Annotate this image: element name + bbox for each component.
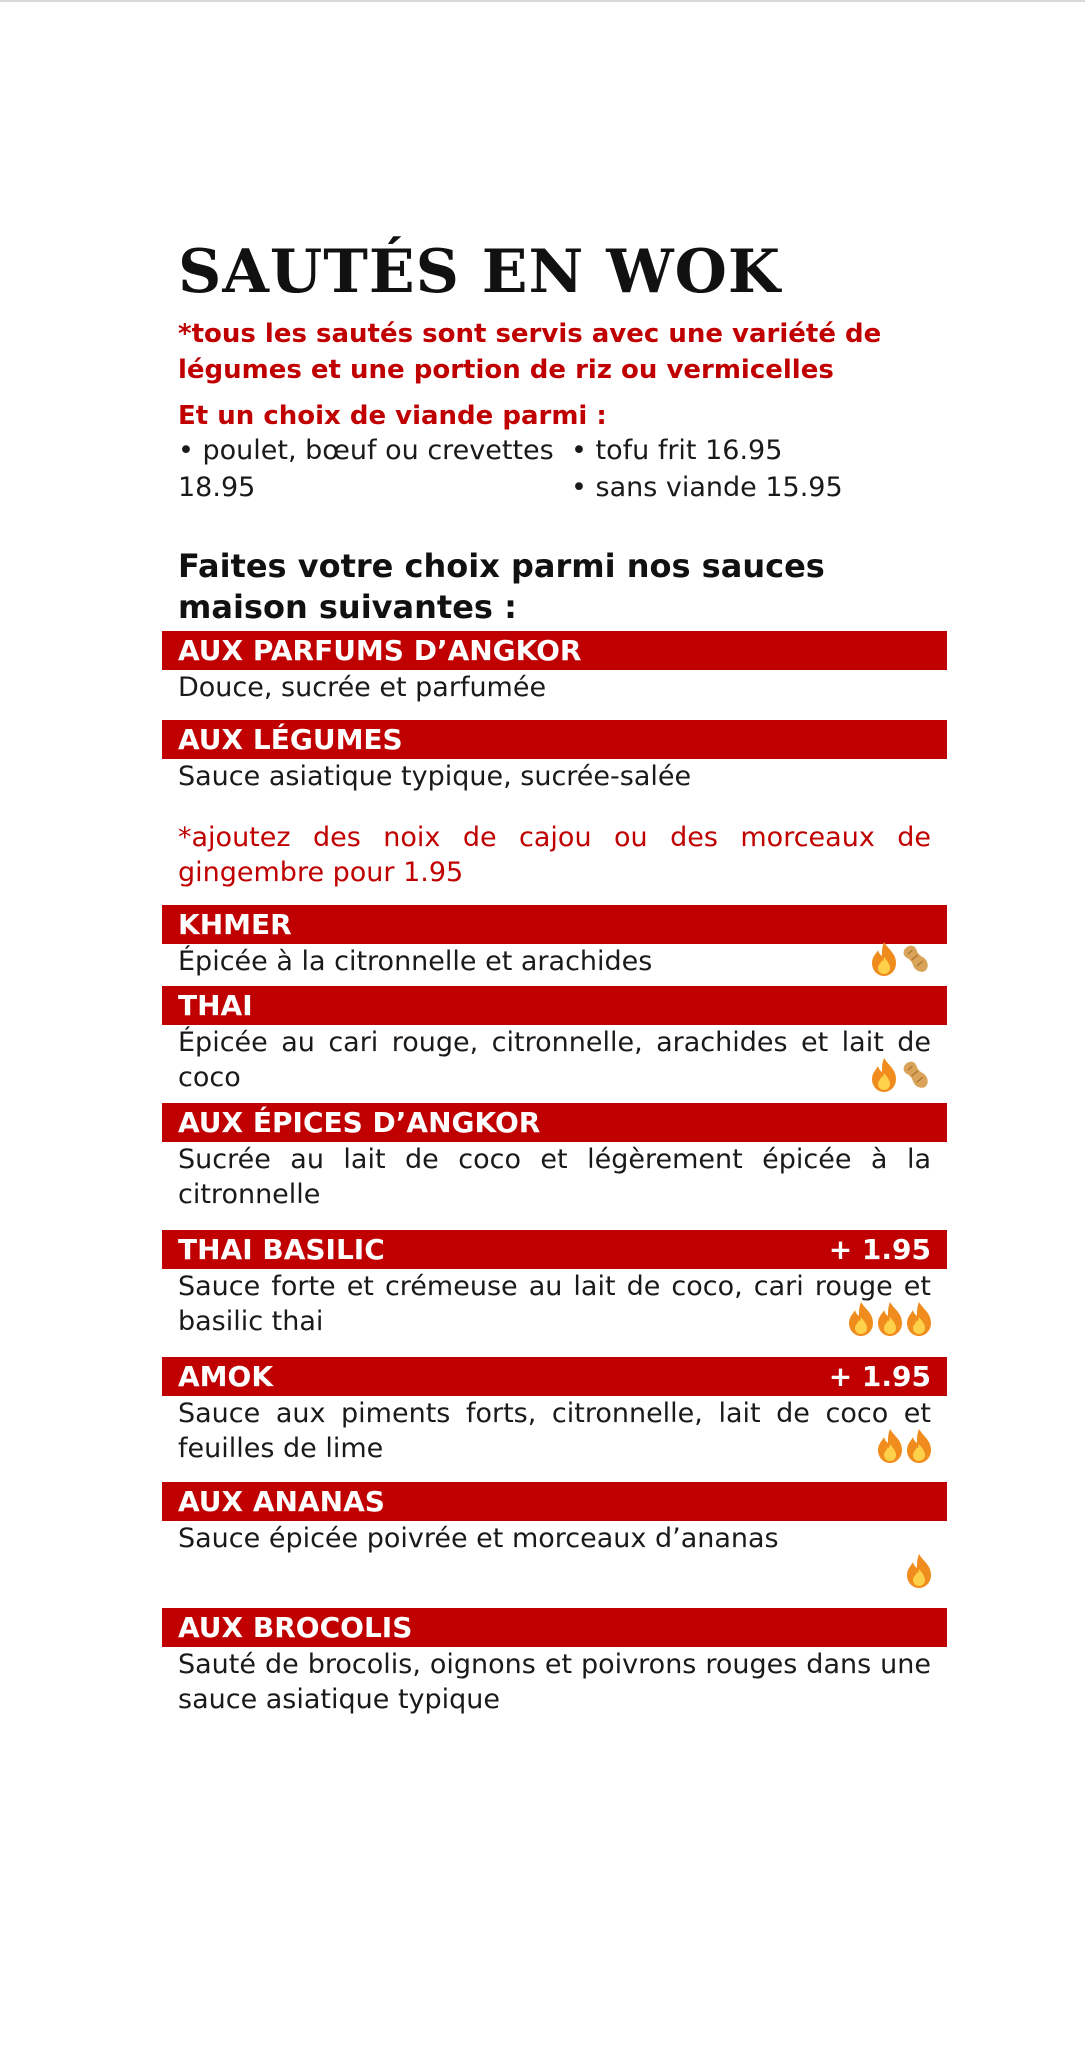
meat-options <box>178 432 947 506</box>
sauce-description: Épicée à la citronnelle et arachides <box>178 946 653 977</box>
sauce-section <box>162 1103 947 1212</box>
peanut-icon <box>899 941 933 977</box>
sauce-price: + 1.95 <box>828 1233 931 1266</box>
sauce-description: Sauce asiatique typique, sucrée-salée <box>178 761 692 792</box>
sauce-prompt: Faites votre choix parmi nos sauces maison suivantes : <box>178 547 825 626</box>
sauce-header-bar <box>162 1103 947 1142</box>
sauce-price: + 1.95 <box>828 1360 931 1393</box>
page-title: SAUTÉS EN WOK <box>178 237 782 307</box>
sauce-description: Douce, sucrée et parfumée <box>178 672 547 703</box>
sauce-description-wrap <box>162 1142 947 1212</box>
flame-icon <box>905 1428 933 1464</box>
sauce-name: AUX ANANAS <box>178 1485 385 1518</box>
sauce-name: THAI <box>178 989 253 1022</box>
sauce-description-wrap <box>162 944 947 979</box>
option-tofu: • tofu frit 16.95 <box>571 435 783 466</box>
sauce-description-wrap <box>162 1521 947 1591</box>
sauce-description: Sauce épicée poivrée et morceaux d’ananas <box>178 1523 779 1554</box>
sauce-description: Sucrée au lait de coco et légèrement épicée à la citronnelle <box>178 1144 931 1210</box>
sauce-name: AUX ÉPICES D’ANGKOR <box>178 1106 541 1139</box>
flame-icon <box>876 1301 904 1337</box>
sauce-name: AMOK <box>178 1360 274 1393</box>
sauce-section <box>162 986 947 1095</box>
option-column-b <box>571 432 931 506</box>
sauce-header-bar <box>162 905 947 944</box>
spice-icons <box>870 941 933 977</box>
option-meat-seafood: • poulet, bœuf ou crevettes 18.95 <box>178 435 554 503</box>
flame-icon <box>870 941 898 977</box>
sauce-section <box>162 631 947 705</box>
sauce-description: Épicée au cari rouge, citronnelle, arachides et lait de coco <box>178 1027 931 1093</box>
sauce-header-bar <box>162 720 947 759</box>
sauce-header-bar <box>162 1482 947 1521</box>
sauce-description-wrap <box>162 759 947 794</box>
sauce-name: THAI BASILIC <box>178 1233 385 1266</box>
sauce-header-bar <box>162 1608 947 1647</box>
flame-icon <box>876 1428 904 1464</box>
flame-icon <box>905 1301 933 1337</box>
sauce-section <box>162 1230 947 1339</box>
sauce-description: Sauté de brocolis, oignons et poivrons rouges dans une sauce asiatique typique <box>178 1649 931 1715</box>
sauce-description-wrap <box>162 1269 947 1339</box>
sauce-section <box>162 720 947 794</box>
sauce-description-wrap <box>162 670 947 705</box>
spice-icons <box>847 1301 933 1337</box>
sauce-header-bar <box>162 1230 947 1269</box>
flame-icon <box>870 1057 898 1093</box>
sauce-header-bar <box>162 1357 947 1396</box>
sauce-description: Sauce aux piments forts, citronnelle, lait de coco et feuilles de lime <box>178 1398 931 1464</box>
sauce-header-bar <box>162 986 947 1025</box>
spice-icons <box>876 1428 933 1464</box>
sauce-section <box>162 1482 947 1591</box>
flame-icon <box>847 1301 875 1337</box>
sauce-section <box>162 1608 947 1717</box>
sauce-name: AUX BROCOLIS <box>178 1611 413 1644</box>
meat-choice-label: Et un choix de viande parmi : <box>178 401 607 431</box>
sauce-name: AUX LÉGUMES <box>178 723 403 756</box>
intro-note: *tous les sautés sont servis avec une variété de légumes et une portion de riz ou vermicelles <box>178 319 882 385</box>
sauce-header-bar <box>162 631 947 670</box>
peanut-icon <box>899 1057 933 1093</box>
sauce-description-wrap <box>162 1647 947 1717</box>
spice-icons <box>870 1057 933 1093</box>
flame-icon <box>905 1553 933 1589</box>
option-no-meat: • sans viande 15.95 <box>571 472 843 503</box>
top-rule <box>0 0 1085 2</box>
menu-page <box>162 237 947 1717</box>
sauce-name: AUX PARFUMS D’ANGKOR <box>178 634 582 667</box>
sauce-list <box>162 631 947 1717</box>
sauce-name: KHMER <box>178 908 292 941</box>
sauce-section <box>162 1357 947 1466</box>
sauce-description-wrap <box>162 1025 947 1095</box>
sauce-description: Sauce forte et crémeuse au lait de coco, cari rouge et basilic thai <box>178 1271 931 1337</box>
sauce-description-wrap <box>162 1396 947 1466</box>
addon-note: *ajoutez des noix de cajou ou des morceaux de gingembre pour 1.95 <box>178 822 931 888</box>
spice-icons <box>905 1553 933 1589</box>
sauce-section <box>162 905 947 979</box>
